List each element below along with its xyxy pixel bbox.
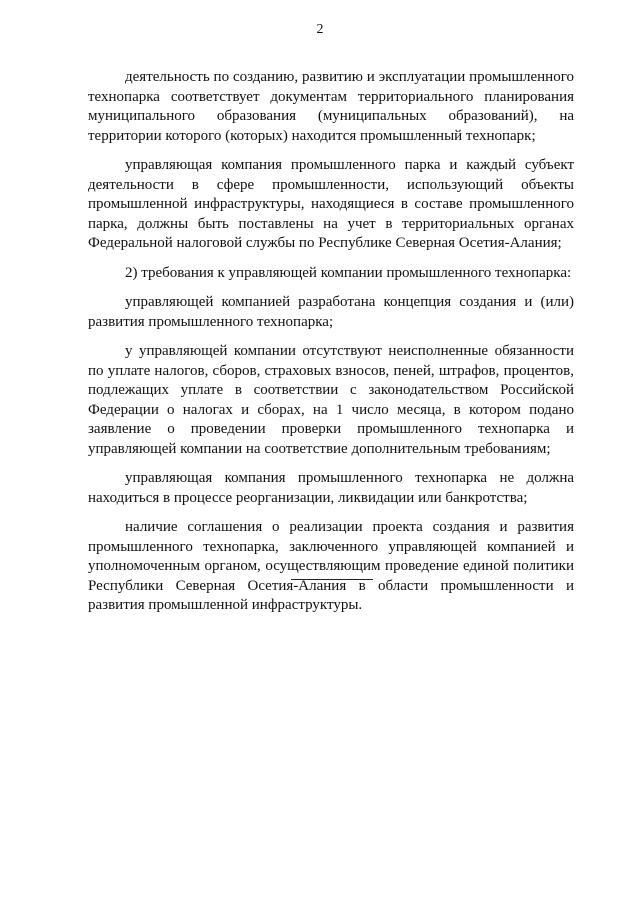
paragraph-technopark-planning: деятельность по созданию, развитию и эксплуатации промышленного технопарка соответствует документам территориального планирования муниципального образования (муниципальных образований), на территории которого (которых) находится промышленный технопарк;: [88, 69, 574, 144]
end-of-document-rule: [291, 579, 373, 580]
paragraph-management-requirements-heading: 2) требования к управляющей компании промышленного технопарка:: [125, 264, 572, 281]
paragraph-no-unpaid-obligations: у управляющей компании отсутствуют неисполненные обязанности по уплате налогов, сборов, страховых взносов, пеней, штрафов, процентов, подлежащих уплате в соответствии с законодательством Российской Федерации о налогах и сборах, на 1 число месяца, в котором подано заявление о проведении проверки промышленного технопарка и управляющей компании на соответствие дополнительным требованиям;: [88, 343, 574, 457]
paragraph-concept-developed: управляющей компанией разработана концепция создания и (или) развития промышленного технопарка;: [88, 294, 574, 330]
paragraph-agreement: наличие соглашения о реализации проекта создания и развития промышленного технопарка, заключенного управляющей компанией и уполномоченным органом, осуществляющим проведение единой политики Республики Северная Осетия-Алания в области промышленности и развития промышленной инфраструктуры.: [88, 519, 574, 613]
page-number: 2: [316, 22, 324, 37]
document-body: [88, 68, 574, 626]
paragraph-no-reorganization: управляющая компания промышленного технопарка не должна находиться в процессе реорганизации, ликвидации или банкротства;: [88, 470, 574, 506]
paragraph-tax-registration: управляющая компания промышленного парка и каждый субъект деятельности в сфере промышленности, использующий объекты промышленной инфраструктуры, находящиеся в составе промышленного парка, должны быть поставлены на учет в территориальных органах Федеральной налоговой службы по Республике Северная Осетия-Алания;: [88, 157, 574, 251]
